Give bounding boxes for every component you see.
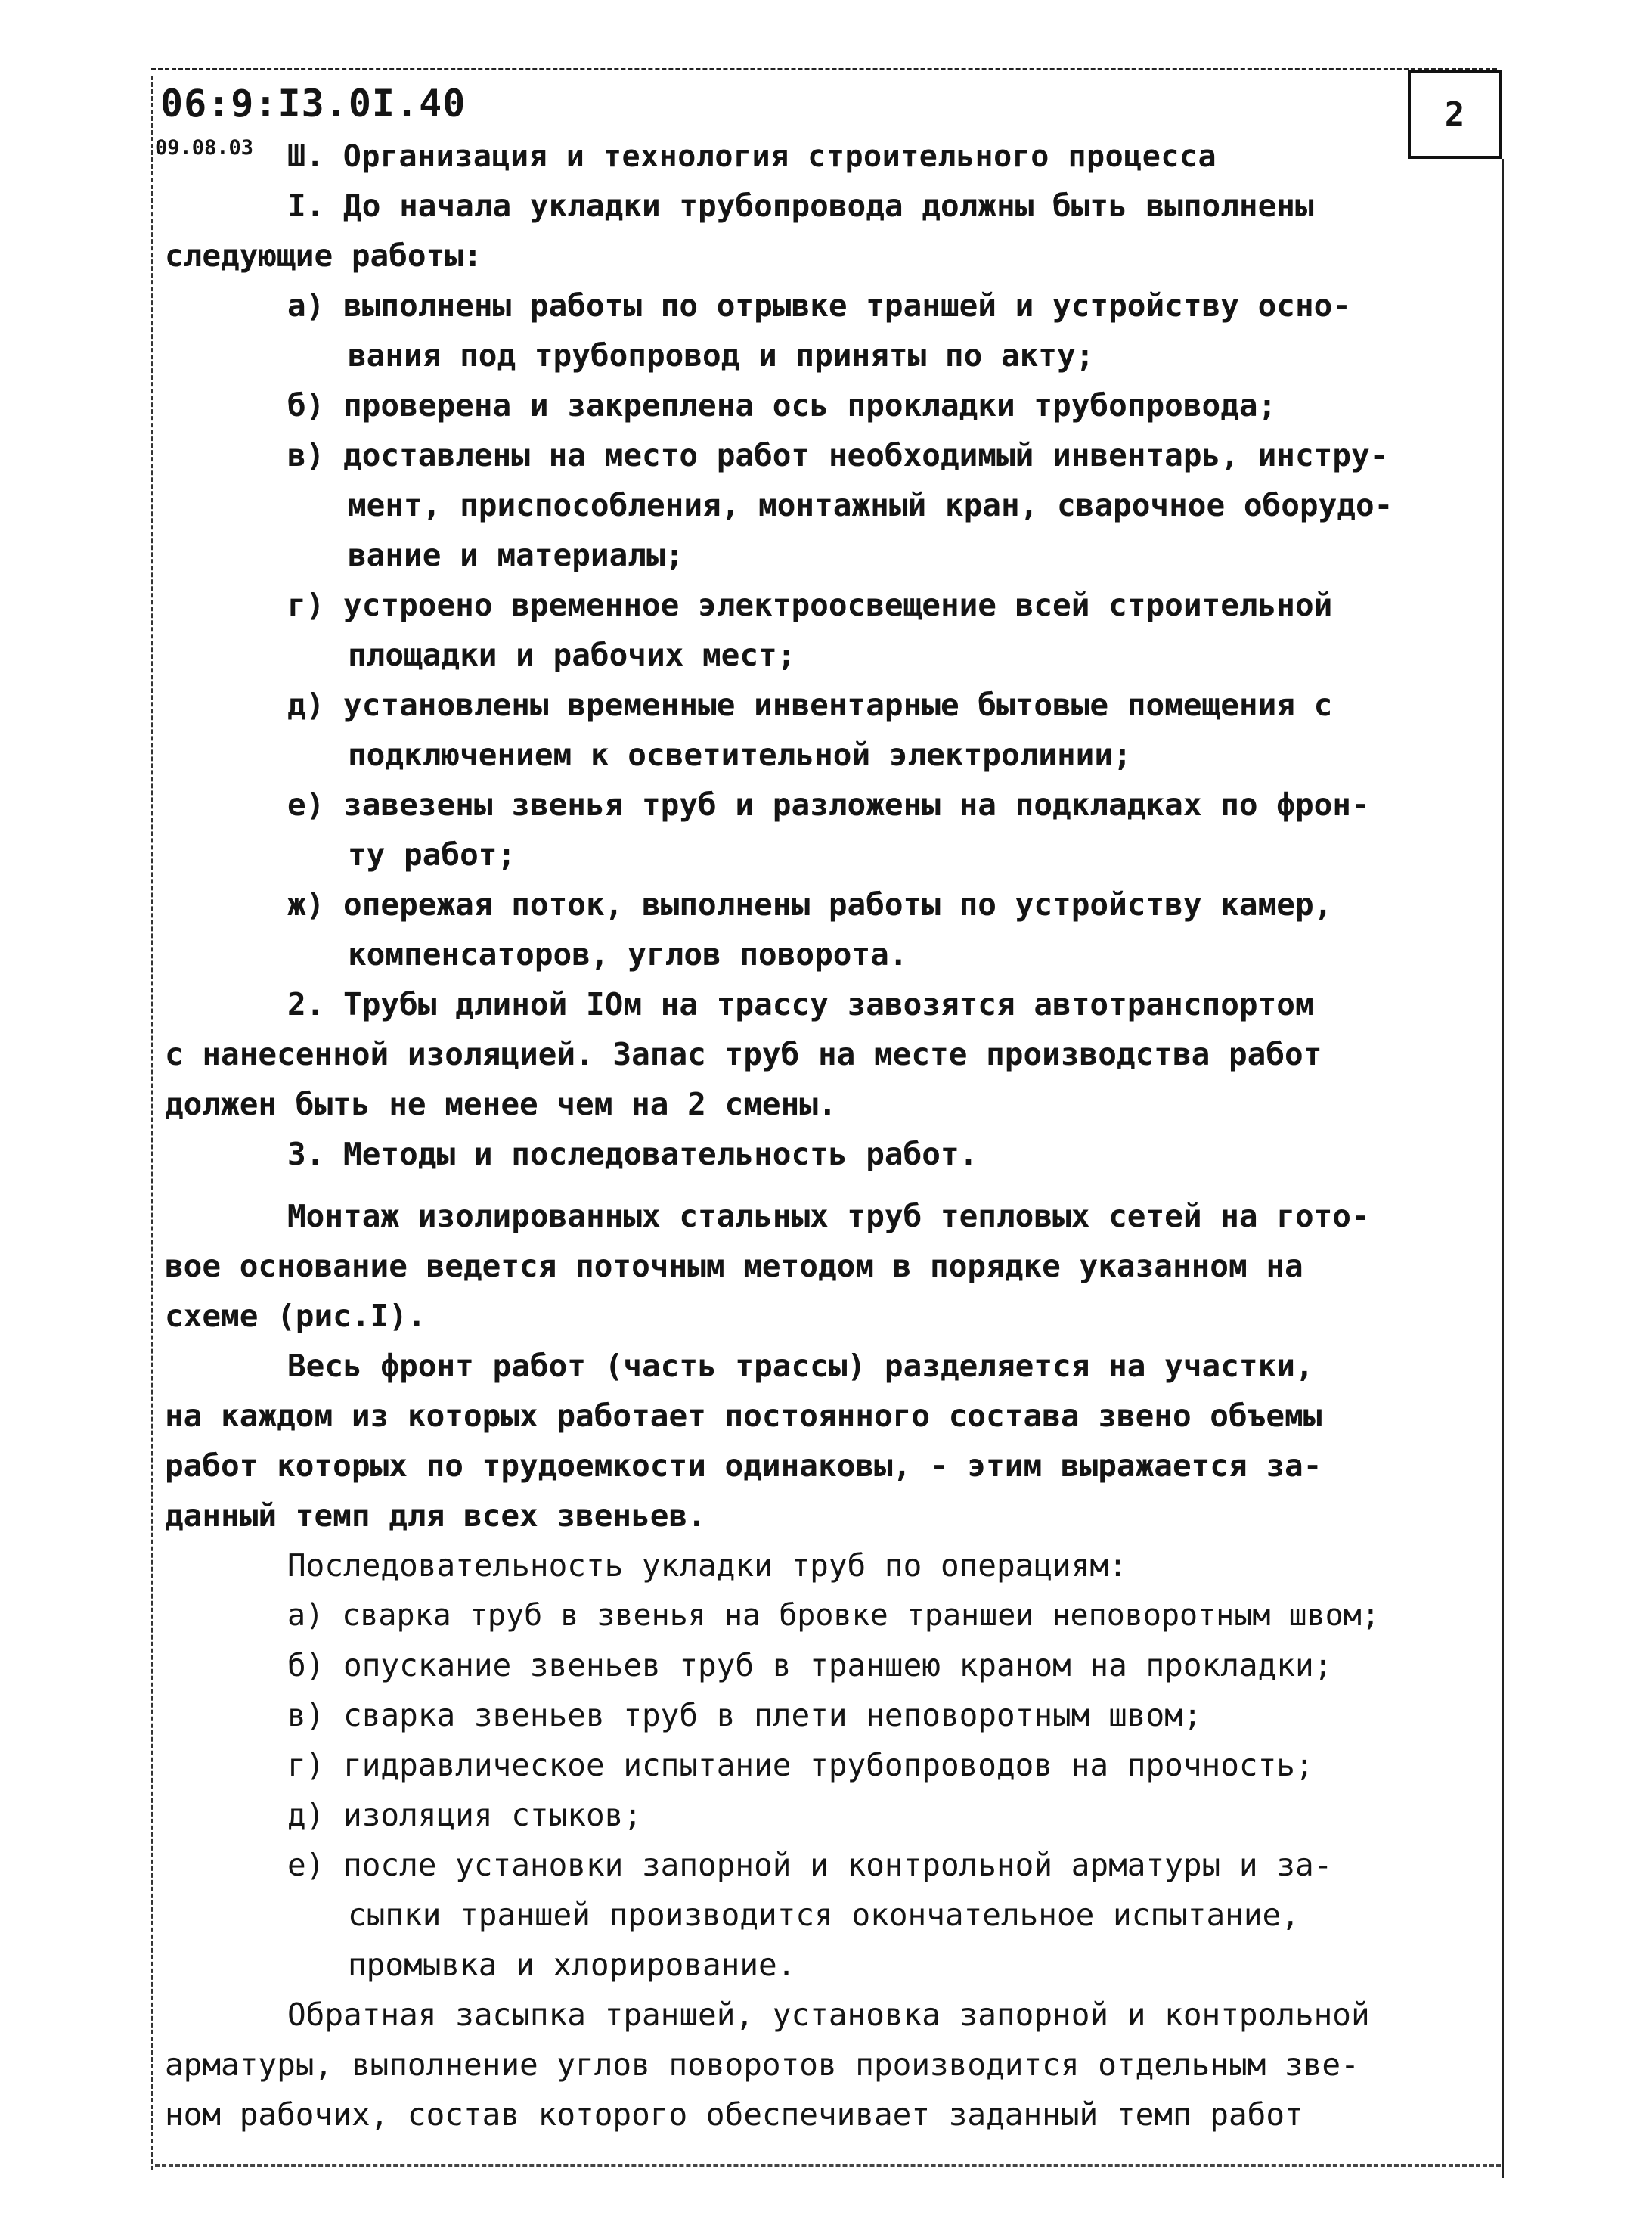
text-line: вое основание ведется поточным методом в порядке указанном на (165, 1248, 1303, 1284)
text-line: б) проверена и закреплена ось прокладки трубопровода; (287, 387, 1277, 424)
text-line: е) после установки запорной и контрольной арматуры и за- (287, 1847, 1333, 1883)
frame-top-border (151, 68, 1497, 70)
document-code: 06:9:I3.0I.40 (160, 82, 466, 126)
text-line: с нанесенной изоляцией. Запас труб на месте производства работ (165, 1036, 1322, 1072)
text-line: 2. Трубы длиной IОм на трассу завозятся автотранспортом (287, 986, 1314, 1022)
text-line: подключением к осветительной электролинии; (348, 737, 1132, 773)
text-line: данный темп для всех звеньев. (165, 1497, 706, 1534)
page-number-box (1408, 70, 1502, 159)
text-line: I. До начала укладки трубопровода должны быть выполнены (287, 188, 1314, 224)
text-line: промывка и хлорирование. (348, 1947, 796, 1983)
text-line: е) завезены звенья труб и разложены на подкладках по фрон- (287, 787, 1370, 823)
frame-left-border (151, 76, 153, 2170)
text-line: вания под трубопровод и приняты по акту; (348, 337, 1095, 374)
text-line: вание и материалы; (348, 537, 684, 573)
text-line: компенсаторов, углов поворота. (348, 936, 908, 973)
text-line: в) сварка звеньев труб в плети неповоротным швом; (287, 1697, 1202, 1733)
text-line: г) гидравлическое испытание трубопроводов на прочность; (287, 1747, 1314, 1783)
text-line: в) доставлены на место работ необходимый инвентарь, инстру- (287, 437, 1389, 473)
frame-right-border (1502, 159, 1504, 2178)
text-line: г) устроено временное электроосвещение всей строительной (287, 587, 1333, 623)
text-line: сыпки траншей производится окончательное испытание, (348, 1897, 1300, 1933)
text-line: б) опускание звеньев труб в траншею краном на прокладки; (287, 1647, 1333, 1683)
text-line: д) установлены временные инвентарные бытовые помещения с (287, 687, 1333, 723)
text-line: ту работ; (348, 836, 516, 873)
side-date-note: 09.08.03 (155, 136, 254, 160)
text-line: Весь фронт работ (часть трассы) разделяется на участки, (287, 1348, 1314, 1384)
text-line: площадки и рабочих мест; (348, 637, 796, 673)
frame-bottom-border (155, 2164, 1501, 2167)
text-line: схеме (рис.I). (165, 1298, 426, 1334)
page-number: 2 (1444, 95, 1465, 134)
text-line: Последовательность укладки труб по операциям: (287, 1547, 1127, 1584)
text-line: д) изоляция стыков; (287, 1797, 642, 1833)
text-line: Монтаж изолированных стальных труб тепловых сетей на гото- (287, 1198, 1370, 1234)
text-line: работ которых по трудоемкости одинаковы, - этим выражается за- (165, 1447, 1322, 1484)
text-line: должен быть не менее чем на 2 смены. (165, 1086, 837, 1122)
text-line: 3. Методы и последовательность работ. (287, 1136, 978, 1172)
text-line: ном рабочих, состав которого обеспечивает заданный темп работ (165, 2096, 1303, 2133)
text-line: ж) опережая поток, выполнены работы по устройству камер, (287, 886, 1333, 923)
text-line: а) сварка труб в звенья на бровке траншеи неповоротным швом; (287, 1598, 1380, 1633)
text-line: арматуры, выполнение углов поворотов производится отдельным зве- (165, 2046, 1359, 2083)
text-line: а) выполнены работы по отрывке траншей и устройству осно- (287, 287, 1351, 324)
text-line: следующие работы: (165, 237, 482, 274)
section-title: Ш. Организация и технология строительного процесса (287, 139, 1217, 174)
text-line: Обратная засыпка траншей, установка запорной и контрольной (287, 1997, 1370, 2033)
text-line: мент, приспособления, монтажный кран, сварочное оборудо- (348, 487, 1393, 523)
text-line: на каждом из которых работает постоянного состава звено объемы (165, 1398, 1322, 1434)
